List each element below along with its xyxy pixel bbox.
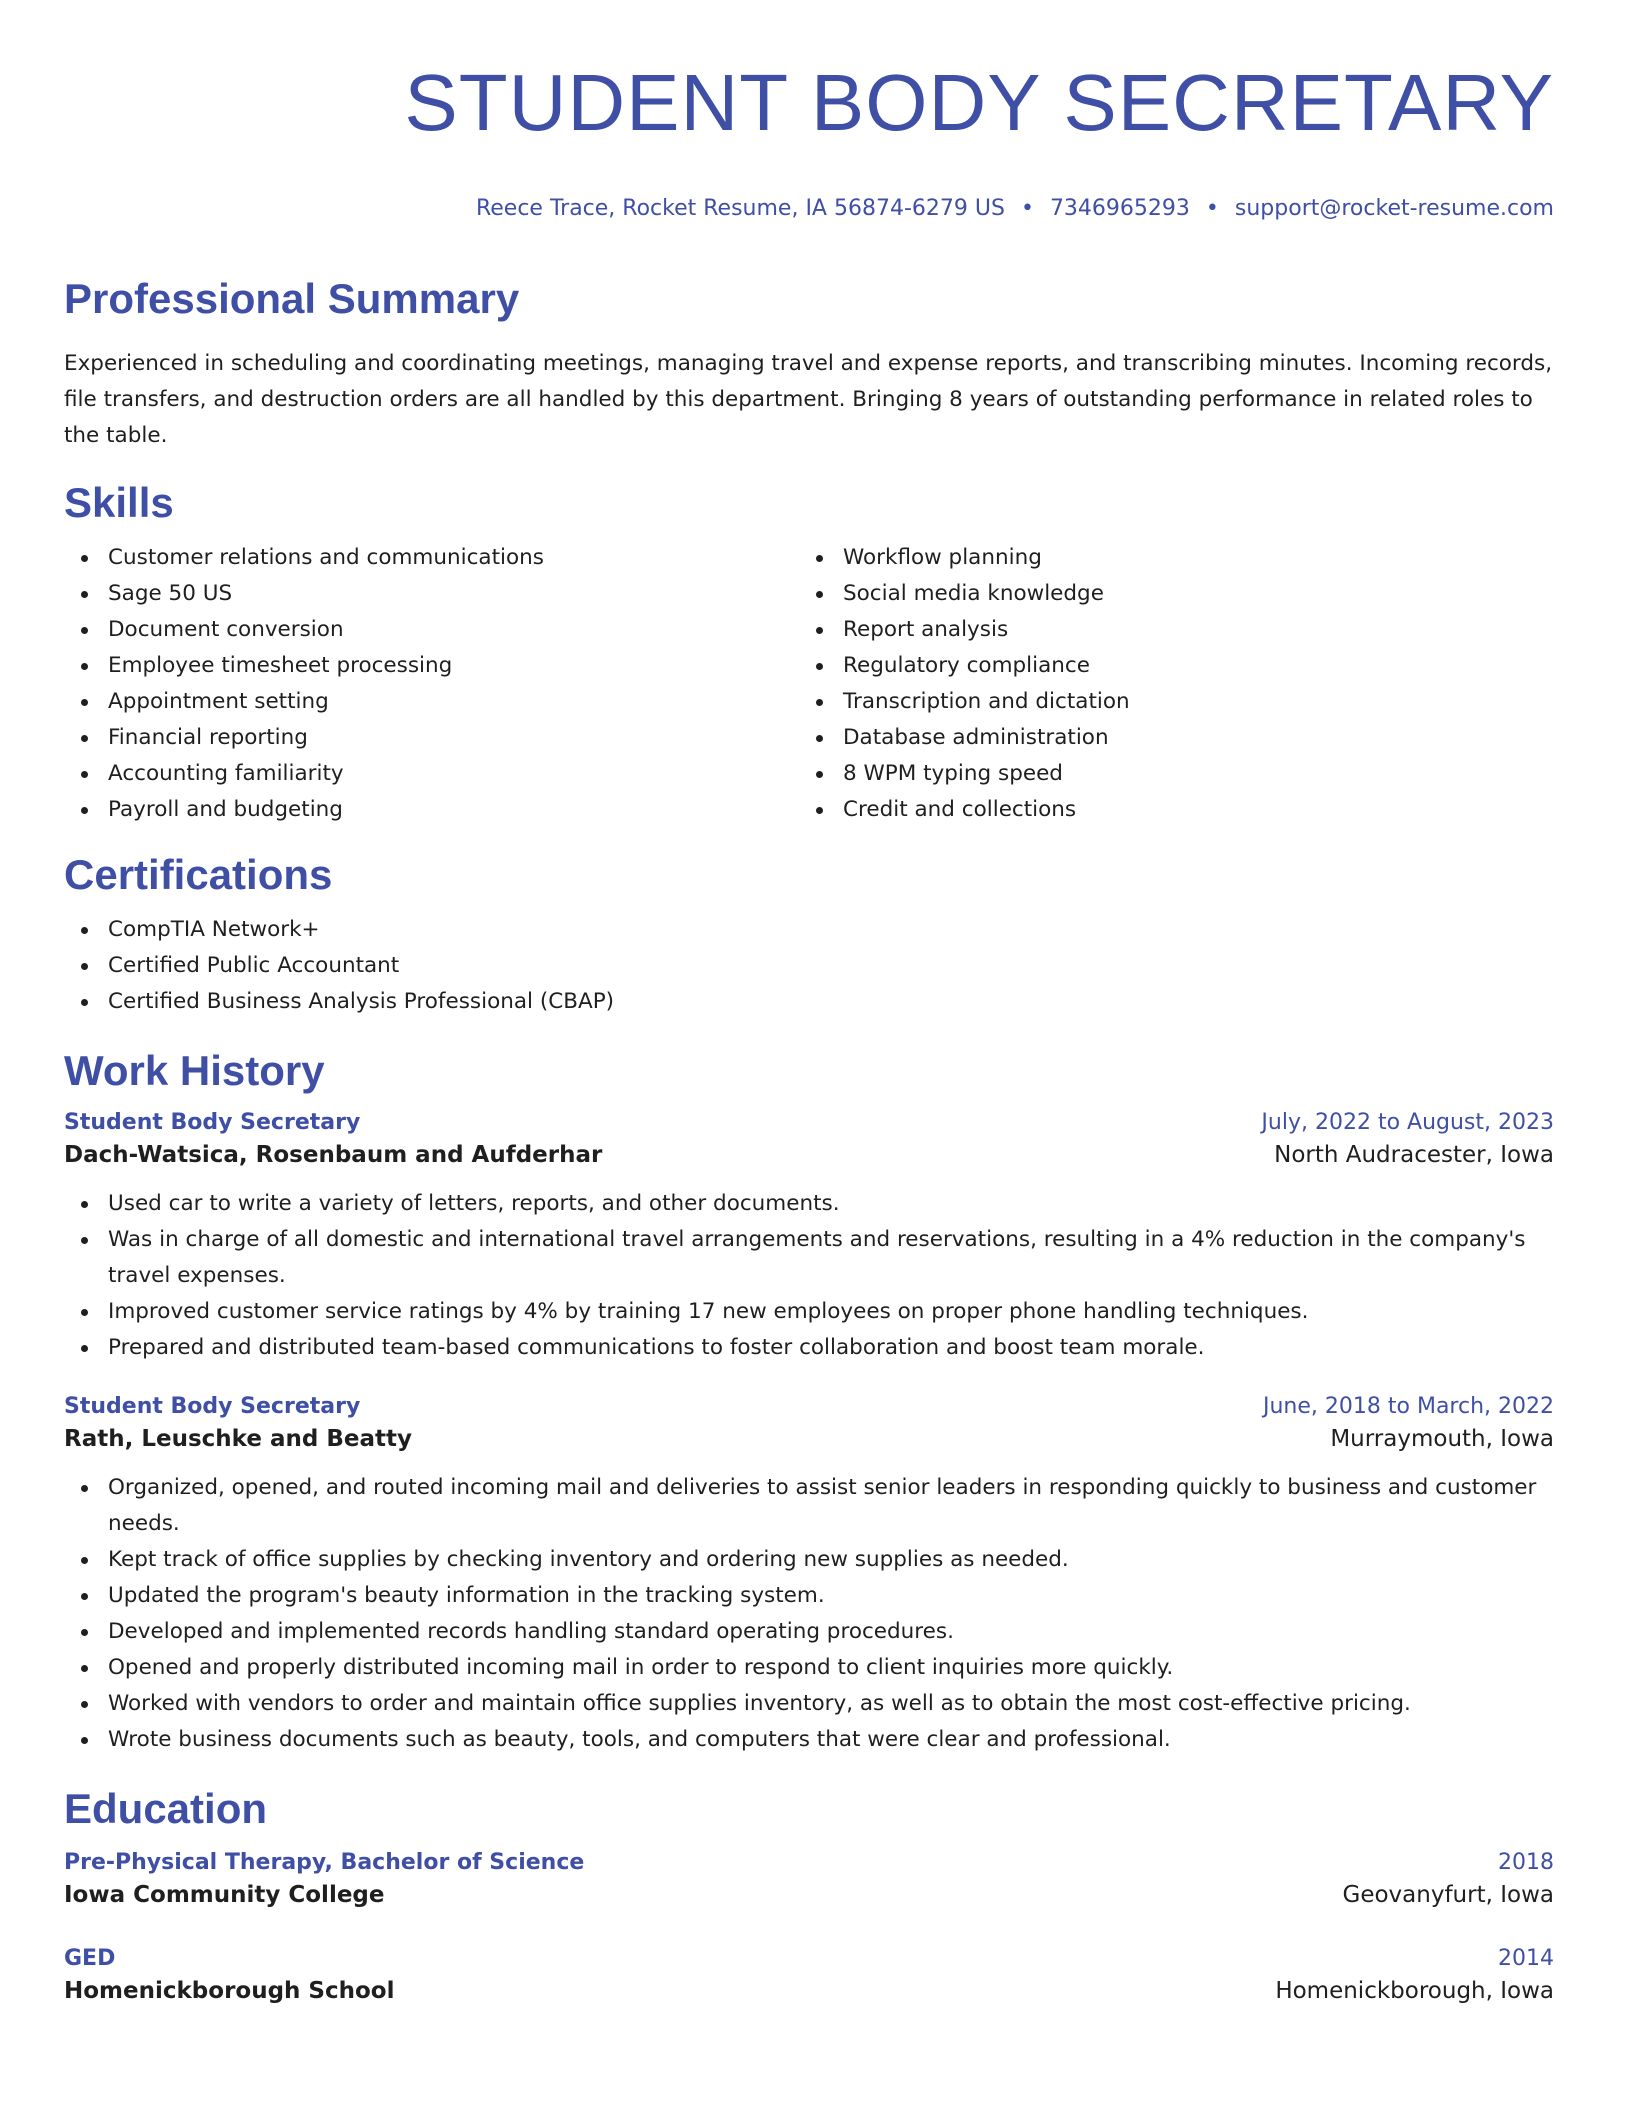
- job-bullet: Improved customer service ratings by 4% by training 17 new employees on proper phone handling techniques.: [64, 1294, 1554, 1330]
- skill-item: Database administration: [799, 720, 1534, 756]
- section-heading: Education: [64, 1785, 268, 1832]
- contact-separator: •: [1205, 196, 1219, 221]
- skill-item: Financial reporting: [64, 720, 799, 756]
- skill-item: Social media knowledge: [799, 576, 1534, 612]
- job-entry: [64, 1392, 1554, 1758]
- skill-item: Payroll and budgeting: [64, 792, 799, 828]
- education-location: Geovanyfurt, Iowa: [1342, 1882, 1554, 1908]
- skill-item: Accounting familiarity: [64, 756, 799, 792]
- job-company: Dach-Watsica, Rosenbaum and Aufderhar: [64, 1142, 603, 1168]
- certification-item: CompTIA Network+: [64, 912, 1554, 948]
- education-degree: GED: [64, 1946, 116, 1971]
- education-degree: Pre-Physical Therapy, Bachelor of Science: [64, 1850, 585, 1875]
- education-subheader: [64, 1878, 1554, 1912]
- certifications-list: [64, 912, 1554, 1020]
- skill-item: Document conversion: [64, 612, 799, 648]
- skill-item: Sage 50 US: [64, 576, 799, 612]
- education-entry: [64, 1944, 1554, 2008]
- education-entry: [64, 1848, 1554, 1912]
- education-school: Iowa Community College: [64, 1882, 385, 1908]
- job-entry: [64, 1108, 1554, 1366]
- education-location: Homenickborough, Iowa: [1275, 1978, 1554, 2004]
- skills-list-right: [799, 540, 1534, 828]
- education-year: 2018: [1498, 1850, 1554, 1875]
- skill-item: Transcription and dictation: [799, 684, 1534, 720]
- contact-phone: 7346965293: [1049, 196, 1190, 221]
- education-school: Homenickborough School: [64, 1978, 395, 2004]
- job-bullet: Used car to write a variety of letters, reports, and other documents.: [64, 1186, 1554, 1222]
- skills-columns: [64, 540, 1554, 828]
- job-bullet: Was in charge of all domestic and international travel arrangements and reservations, resulting in a 4% reduction in the company's travel expenses.: [64, 1222, 1554, 1294]
- job-subheader: [64, 1422, 1554, 1456]
- skill-item: 8 WPM typing speed: [799, 756, 1534, 792]
- job-bullet: Updated the program's beauty information in the tracking system.: [64, 1578, 1554, 1614]
- section-heading: Certifications: [64, 851, 333, 898]
- education-header: [64, 1944, 1554, 1974]
- section-heading: Professional Summary: [64, 275, 520, 322]
- professional-summary-section: [64, 274, 1554, 454]
- job-location: Murraymouth, Iowa: [1330, 1426, 1554, 1452]
- job-bullets: [64, 1470, 1554, 1758]
- job-subheader: [64, 1138, 1554, 1172]
- job-header: [64, 1392, 1554, 1422]
- education-header: [64, 1848, 1554, 1878]
- job-location: North Audracester, Iowa: [1274, 1142, 1554, 1168]
- skills-section: [64, 478, 1554, 828]
- job-dates: June, 2018 to March, 2022: [1263, 1394, 1554, 1419]
- job-bullet: Prepared and distributed team-based communications to foster collaboration and boost team morale.: [64, 1330, 1554, 1366]
- education-section: [64, 1784, 1554, 2008]
- work-history-section: [64, 1046, 1554, 1758]
- job-company: Rath, Leuschke and Beatty: [64, 1426, 412, 1452]
- education-year: 2014: [1498, 1946, 1554, 1971]
- job-bullets: [64, 1186, 1554, 1366]
- education-subheader: [64, 1974, 1554, 2008]
- certifications-section: [64, 850, 1554, 1020]
- job-title: Student Body Secretary: [64, 1394, 361, 1419]
- job-bullet: Developed and implemented records handling standard operating procedures.: [64, 1614, 1554, 1650]
- job-bullet: Worked with vendors to order and maintain office supplies inventory, as well as to obtain the most cost-effective pricing.: [64, 1686, 1554, 1722]
- skill-item: Workflow planning: [799, 540, 1534, 576]
- job-bullet: Kept track of office supplies by checking inventory and ordering new supplies as needed.: [64, 1542, 1554, 1578]
- section-heading: Skills: [64, 479, 174, 526]
- job-dates: July, 2022 to August, 2023: [1261, 1110, 1554, 1135]
- job-bullet: Wrote business documents such as beauty, tools, and computers that were clear and professional.: [64, 1722, 1554, 1758]
- contact-line: [64, 194, 1554, 224]
- skills-list-left: [64, 540, 799, 828]
- job-bullet: Opened and properly distributed incoming mail in order to respond to client inquiries more quickly.: [64, 1650, 1554, 1686]
- job-header: [64, 1108, 1554, 1138]
- summary-text: Experienced in scheduling and coordinating meetings, managing travel and expense reports, and transcribing minutes. Incoming records, file transfers, and destruction orders are all handled by this department. Bringing 8 years of outstanding performance in related roles to the table.: [64, 351, 1553, 448]
- certification-item: Certified Public Accountant: [64, 948, 1554, 984]
- skill-item: Customer relations and communications: [64, 540, 799, 576]
- skill-item: Regulatory compliance: [799, 648, 1534, 684]
- job-bullet: Organized, opened, and routed incoming mail and deliveries to assist senior leaders in responding quickly to business and customer needs.: [64, 1470, 1554, 1542]
- job-title: Student Body Secretary: [64, 1110, 361, 1135]
- resume-page: [64, 0, 1554, 2040]
- contact-address: Reece Trace, Rocket Resume, IA 56874-6279 US: [475, 196, 1005, 221]
- certification-item: Certified Business Analysis Professional (CBAP): [64, 984, 1554, 1020]
- skill-item: Report analysis: [799, 612, 1534, 648]
- contact-separator: •: [1020, 196, 1034, 221]
- skill-item: Employee timesheet processing: [64, 648, 799, 684]
- skill-item: Credit and collections: [799, 792, 1534, 828]
- contact-email[interactable]: support@rocket-resume.com: [1234, 196, 1554, 221]
- skill-item: Appointment setting: [64, 684, 799, 720]
- section-heading: Work History: [64, 1047, 325, 1094]
- resume-title: STUDENT BODY SECRETARY: [404, 58, 1554, 147]
- resume-header: [64, 58, 1554, 224]
